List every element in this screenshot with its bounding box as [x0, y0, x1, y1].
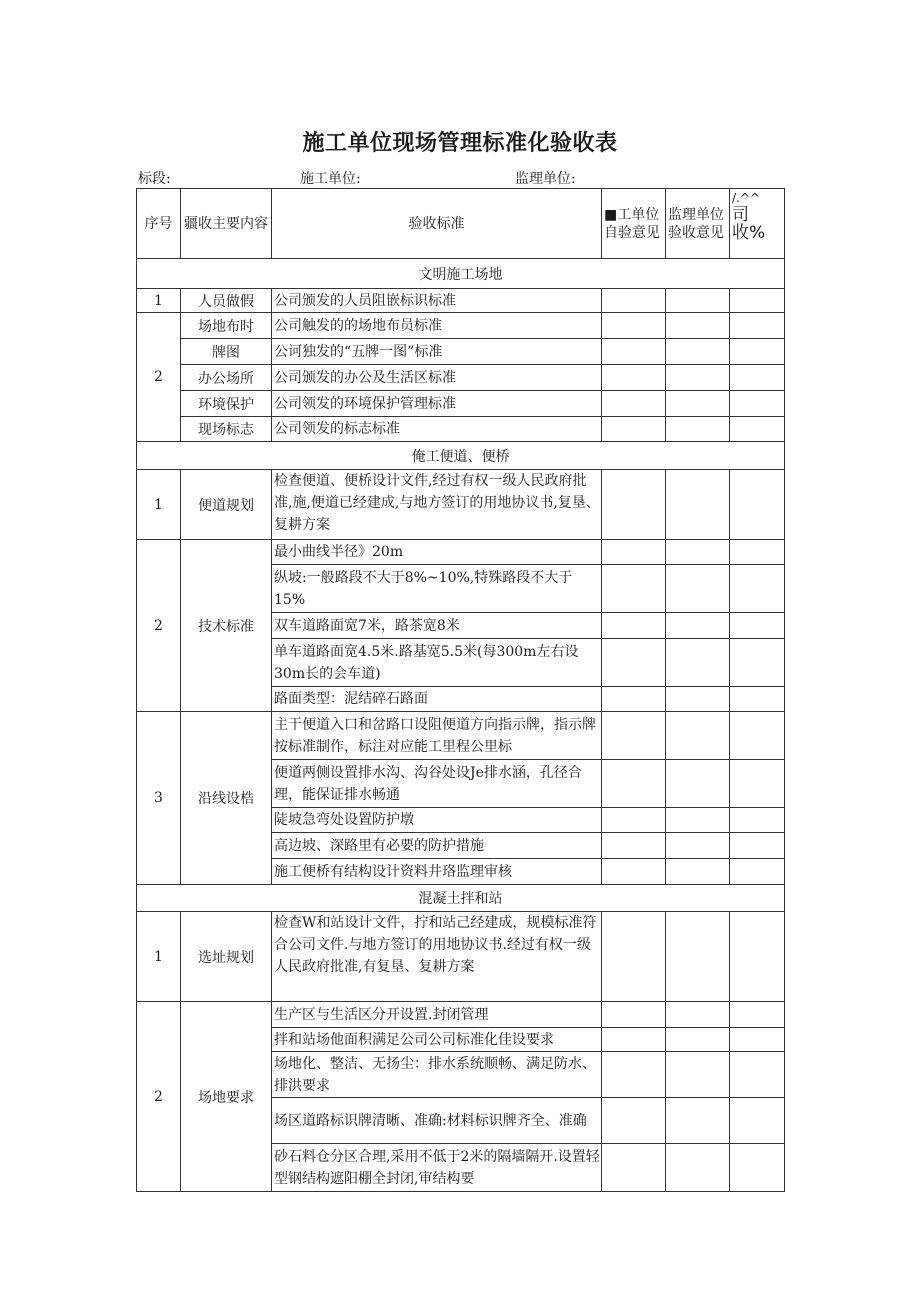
item-standard: 公诃独发的“五牌一图”标准 [272, 339, 602, 365]
supervisor-check-cell[interactable] [666, 391, 730, 417]
page-title: 施工单位现场管理标准化验收表 [302, 131, 618, 156]
item-standard: 单车道路面宽4.5米.路基宽5.5米(每300m左右设30m长的会车道) [272, 639, 602, 687]
company-check-cell[interactable] [730, 1002, 785, 1028]
company-check-cell[interactable] [730, 313, 785, 339]
self-check-cell[interactable] [602, 1098, 666, 1144]
self-check-cell[interactable] [602, 540, 666, 565]
contractor-field-label: 施工单位: [300, 171, 361, 187]
self-check-cell[interactable] [602, 1144, 666, 1192]
supervisor-check-cell[interactable] [666, 639, 730, 687]
item-content: 便道规划 [181, 470, 272, 540]
header-standard: 验收标准 [272, 189, 602, 259]
supervisor-check-cell[interactable] [666, 833, 730, 859]
supervisor-field-label: 监理单位: [515, 171, 576, 187]
item-standard: 场地化、整洁、无扬尘：排水系统顺畅、满足防水、排洪要求 [272, 1052, 602, 1098]
row-number: 1 [137, 470, 181, 540]
item-standard: 主干便道入口和岔路口设阻便道方向指示牌，指示牌按标准制作，标注对应能工里程公里标 [272, 712, 602, 760]
supervisor-check-cell[interactable] [666, 912, 730, 1002]
self-check-cell[interactable] [602, 391, 666, 417]
supervisor-check-cell[interactable] [666, 540, 730, 565]
company-check-cell[interactable] [730, 540, 785, 565]
table-row [137, 339, 785, 365]
table-row [137, 712, 785, 760]
section-field-label: 标段: [138, 171, 171, 187]
company-check-cell[interactable] [730, 760, 785, 808]
table-row [137, 313, 785, 339]
self-check-cell[interactable] [602, 565, 666, 613]
supervisor-check-cell[interactable] [666, 365, 730, 391]
item-standard: 便道两侧设置排水沟、沟谷处设Je排水涵，孔径合理，能保证排水畅通 [272, 760, 602, 808]
acceptance-table [136, 188, 785, 1192]
table-row [137, 1002, 785, 1028]
row-number: 2 [137, 1002, 181, 1192]
header-no: 序号 [137, 189, 181, 259]
supervisor-check-cell[interactable] [666, 613, 730, 639]
item-standard: 纵坡:一般路段不大于8%~10%,特殊路段不大于15% [272, 565, 602, 613]
header-content: 疆收主要内容 [181, 189, 272, 259]
item-standard: 公司颁发的人员阻嵌标识标准 [272, 289, 602, 313]
item-standard: 检查便道、便桥设计文件,经过有权一级人民政府批准,施,便道已经建成,与地方签订的用地协议书,复垦、复耕方案 [272, 470, 602, 540]
table-row [137, 289, 785, 313]
item-standard: 砂石料仓分区合理,采用不低于2米的隔墙隔开.设置轻型钢结构遮阳棚全封闭,审结构要 [272, 1144, 602, 1192]
self-check-cell[interactable] [602, 365, 666, 391]
section-row [137, 442, 785, 470]
company-check-cell[interactable] [730, 639, 785, 687]
row-number: 1 [137, 912, 181, 1002]
company-check-cell[interactable] [730, 912, 785, 1002]
item-standard: 场区道路标识牌清晰、准确:材料标识牌齐全、准确 [272, 1098, 602, 1144]
company-check-cell[interactable] [730, 339, 785, 365]
company-check-cell[interactable] [730, 565, 785, 613]
supervisor-check-cell[interactable] [666, 859, 730, 885]
header-self-check: ■工单位自验意见 [602, 189, 666, 259]
self-check-cell[interactable] [602, 470, 666, 540]
table-row [137, 470, 785, 540]
company-check-cell[interactable] [730, 1144, 785, 1192]
table-row [137, 417, 785, 442]
item-content: 办公场所 [181, 365, 272, 391]
company-check-cell[interactable] [730, 1052, 785, 1098]
row-number: 2 [137, 313, 181, 442]
supervisor-check-cell[interactable] [666, 1052, 730, 1098]
section-title: 俺工便道、便桥 [137, 442, 785, 470]
item-standard: 双车道路面宽7米，路茶宽8米 [272, 613, 602, 639]
self-check-cell[interactable] [602, 417, 666, 442]
company-check-cell[interactable] [730, 470, 785, 540]
row-number: 3 [137, 712, 181, 885]
company-check-cell[interactable] [730, 289, 785, 313]
table-row [137, 540, 785, 565]
supervisor-check-cell[interactable] [666, 1144, 730, 1192]
section-title: 文明施工场地 [137, 259, 785, 289]
row-number: 1 [137, 289, 181, 313]
self-check-cell[interactable] [602, 760, 666, 808]
self-check-cell[interactable] [602, 613, 666, 639]
supervisor-check-cell[interactable] [666, 289, 730, 313]
self-check-cell[interactable] [602, 808, 666, 833]
self-check-cell[interactable] [602, 339, 666, 365]
company-check-cell[interactable] [730, 712, 785, 760]
item-standard: 最小曲线半径》20m [272, 540, 602, 565]
self-check-cell[interactable] [602, 313, 666, 339]
supervisor-check-cell[interactable] [666, 1028, 730, 1052]
table-row [137, 365, 785, 391]
self-check-cell[interactable] [602, 1052, 666, 1098]
section-title: 混凝土拌和站 [137, 885, 785, 912]
self-check-cell[interactable] [602, 289, 666, 313]
self-check-cell[interactable] [602, 687, 666, 712]
item-standard: 检查W和站设计文件，拧和站己经建成，规模标准符合公司文件.与地方签订的用地协议书.经过有权一级人民政府批准,有复垦、复耕方案 [272, 912, 602, 1002]
self-check-cell[interactable] [602, 712, 666, 760]
company-check-line1: /.^^ [732, 191, 760, 205]
company-check-cell[interactable] [730, 833, 785, 859]
supervisor-check-cell[interactable] [666, 565, 730, 613]
section-row [137, 259, 785, 289]
item-content: 牌图 [181, 339, 272, 365]
supervisor-check-cell[interactable] [666, 760, 730, 808]
item-standard: 生产区与生活区分开设置.封闭管理 [272, 1002, 602, 1028]
self-check-cell[interactable] [602, 639, 666, 687]
self-check-cell[interactable] [602, 833, 666, 859]
self-check-cell[interactable] [602, 1028, 666, 1052]
supervisor-check-cell[interactable] [666, 1002, 730, 1028]
item-standard: 路面类型：泥结碎石路面 [272, 687, 602, 712]
item-standard: 高边坡、深路里有必要的防护措施 [272, 833, 602, 859]
item-content: 沿线设梏 [181, 712, 272, 885]
table-header-row [137, 189, 785, 259]
supervisor-check-cell[interactable] [666, 1098, 730, 1144]
self-check-cell[interactable] [602, 912, 666, 1002]
supervisor-check-cell[interactable] [666, 687, 730, 712]
company-check-cell[interactable] [730, 417, 785, 442]
company-check-line2: 司收% [732, 205, 766, 243]
item-content: 人员做假 [181, 289, 272, 313]
supervisor-check-cell[interactable] [666, 339, 730, 365]
company-check-cell[interactable] [730, 1028, 785, 1052]
item-standard: 公司颁发的办公及生活区标准 [272, 365, 602, 391]
item-standard: 施工便桥有结构设计资料井珞监理审核 [272, 859, 602, 885]
self-check-cell[interactable] [602, 859, 666, 885]
section-row [137, 885, 785, 912]
company-check-cell[interactable] [730, 365, 785, 391]
row-number: 2 [137, 540, 181, 712]
item-content: 场地布时 [181, 313, 272, 339]
table-row [137, 391, 785, 417]
company-check-cell[interactable] [730, 391, 785, 417]
item-content: 现场标志 [181, 417, 272, 442]
self-check-cell[interactable] [602, 1002, 666, 1028]
supervisor-check-cell[interactable] [666, 417, 730, 442]
item-standard: 公司领发的标志标准 [272, 417, 602, 442]
item-standard: 公司领发的环境保护管理标准 [272, 391, 602, 417]
supervisor-check-cell[interactable] [666, 313, 730, 339]
supervisor-check-cell[interactable] [666, 712, 730, 760]
item-standard: 陡坡急弯处设置防护墩 [272, 808, 602, 833]
company-check-cell[interactable] [730, 1098, 785, 1144]
item-content: 选址规划 [181, 912, 272, 1002]
header-company-check [730, 189, 785, 259]
company-check-cell[interactable] [730, 808, 785, 833]
header-supervisor-check: 监理单位验收意见 [666, 189, 730, 259]
item-content: 场地要求 [181, 1002, 272, 1192]
item-content: 技术标准 [181, 540, 272, 712]
company-check-cell[interactable] [730, 859, 785, 885]
table-row [137, 912, 785, 1002]
item-standard: 公司触发的的场地布员标准 [272, 313, 602, 339]
item-content: 环境保护 [181, 391, 272, 417]
supervisor-check-cell[interactable] [666, 808, 730, 833]
item-standard: 拌和站场他面积满足公司公司标准化佳设要求 [272, 1028, 602, 1052]
supervisor-check-cell[interactable] [666, 470, 730, 540]
company-check-cell[interactable] [730, 613, 785, 639]
company-check-cell[interactable] [730, 687, 785, 712]
